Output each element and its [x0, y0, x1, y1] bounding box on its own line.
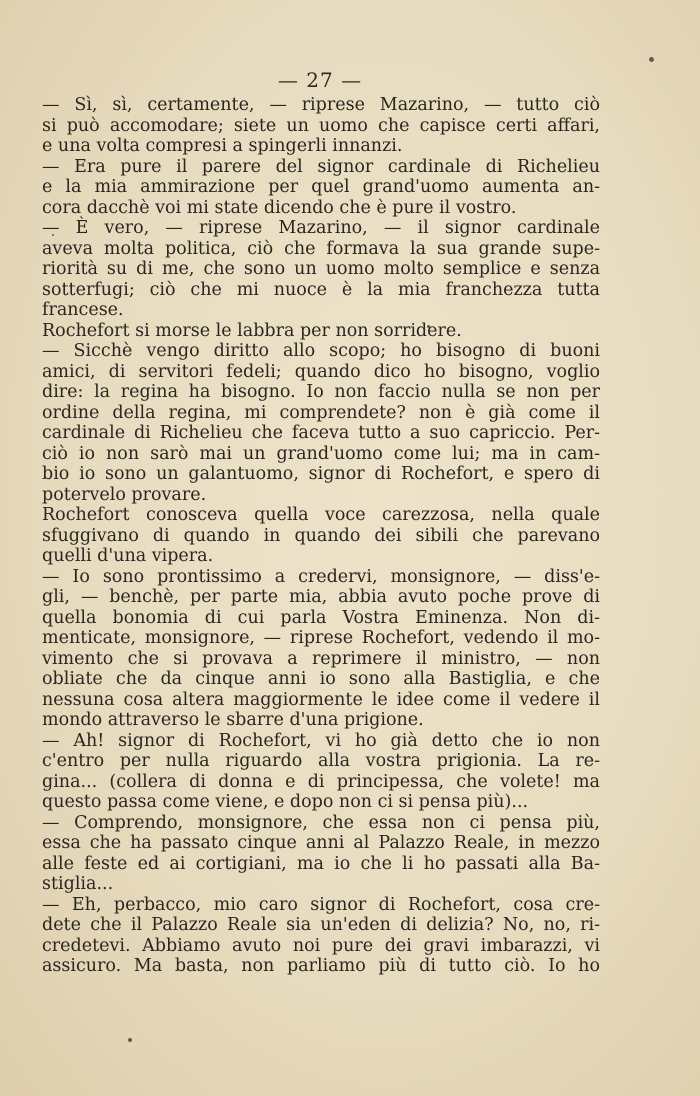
text-line: amici, di servitori fedeli; quando dico ho bisogno, voglio	[42, 361, 600, 382]
text-line: — Sì, sì, certamente, — riprese Mazarino, — tutto ciò	[42, 95, 600, 115]
text-line: Rochefort si morse le labbra per non sorridere.	[42, 320, 462, 341]
paper-spot	[649, 57, 654, 62]
text-line: nessuna cosa altera maggiormente le idee come il vedere il	[42, 689, 600, 710]
text-line: — Eh, perbacco, mio caro signor di Rochefort, cosa cre-	[42, 894, 600, 915]
text-line: aveva molta politica, ciò che formava la sua grande supe-	[42, 238, 600, 259]
text-line: — Io sono prontissimo a credervi, monsignore, — diss'e-	[42, 566, 600, 587]
text-line: essa che ha passato cinque anni al Palazzo Reale, in mezzo	[42, 833, 600, 853]
text-line: potervelo provare.	[42, 484, 207, 505]
text-line: quelli d'una vipera.	[42, 546, 214, 566]
text-line: stiglia...	[42, 874, 114, 894]
text-line: francese.	[42, 300, 124, 320]
text-line: vimento che si provava a reprimere il ministro, — non	[42, 648, 600, 669]
text-line: mondo attraverso le sbarre d'una prigione.	[42, 710, 424, 730]
text-line: questo passa come viene, e dopo non ci si pensa più)...	[42, 792, 529, 812]
text-line: cora dacchè voi mi state dicendo che è pure il vostro.	[42, 197, 517, 218]
text-line: sotterfugi; ciò che mi nuoce è la mia franchezza tutta	[42, 279, 600, 300]
text-line: dire: la regina ha bisogno. Io non faccio nulla se non per	[42, 382, 600, 402]
text-line: e una volta compresi a spingerli innanzi.	[42, 136, 403, 156]
text-line: — Ah! signor di Rochefort, vi ho già detto che io non	[42, 730, 600, 751]
text-line: assicuro. Ma basta, non parliamo più di tutto ciò. Io ho	[42, 956, 600, 976]
text-line: Rochefort conosceva quella voce carezzosa, nella quale	[42, 505, 600, 525]
text-line: ordine della regina, mi comprendete? non è già come il	[42, 402, 600, 423]
page-number: — 27 —	[277, 68, 363, 92]
text-line: riorità su di me, che sono un uomo molto semplice e senza	[42, 259, 600, 279]
text-line: alle feste ed ai cortigiani, ma io che li ho passati alla Ba-	[42, 853, 600, 874]
text-line: menticate, monsignore, — riprese Rochefort, vedendo il mo-	[42, 628, 600, 648]
text-line: sfuggivano di quando in quando dei sibili che parevano	[42, 525, 600, 546]
text-line: — È vero, — riprese Mazarino, — il signor cardinale	[42, 218, 600, 238]
text-line: ciò io non sarò mai un grand'uomo come lui; ma in cam-	[42, 443, 600, 464]
text-line: — Comprendo, monsignore, che essa non ci pensa più,	[42, 812, 600, 833]
text-line: gli, — benchè, per parte mia, abbia avuto poche prove di	[42, 587, 600, 607]
paper-spot	[128, 1038, 132, 1042]
text-line: gina... (collera di donna e di principessa, che volete! ma	[42, 771, 600, 792]
text-line: credetevi. Abbiamo avuto noi pure dei gravi imbarazzi, vi	[42, 935, 600, 956]
text-line: c'entro per nulla riguardo alla vostra prigionia. La re-	[42, 751, 600, 771]
text-line: — Era pure il parere del signor cardinale di Richelieu	[42, 156, 600, 177]
text-line: dete che il Palazzo Reale sia un'eden di delizia? No, no, ri-	[42, 915, 600, 935]
text-line: si può accomodare; siete un uomo che capisce certi affari,	[42, 115, 600, 136]
body-text	[42, 95, 600, 977]
text-line: obliate che da cinque anni io sono alla Bastiglia, e che	[42, 669, 600, 689]
text-line: cardinale di Richelieu che faceva tutto a suo capriccio. Per-	[42, 423, 600, 443]
text-line: e la mia ammirazione per quel grand'uomo aumenta an-	[42, 177, 600, 197]
text-line: — Sicchè vengo diritto allo scopo; ho bisogno di buoni	[42, 341, 600, 361]
text-line: bio io sono un galantuomo, signor di Rochefort, e spero di	[42, 464, 600, 484]
text-line: quella bonomia di cui parla Vostra Eminenza. Non di-	[42, 607, 600, 628]
